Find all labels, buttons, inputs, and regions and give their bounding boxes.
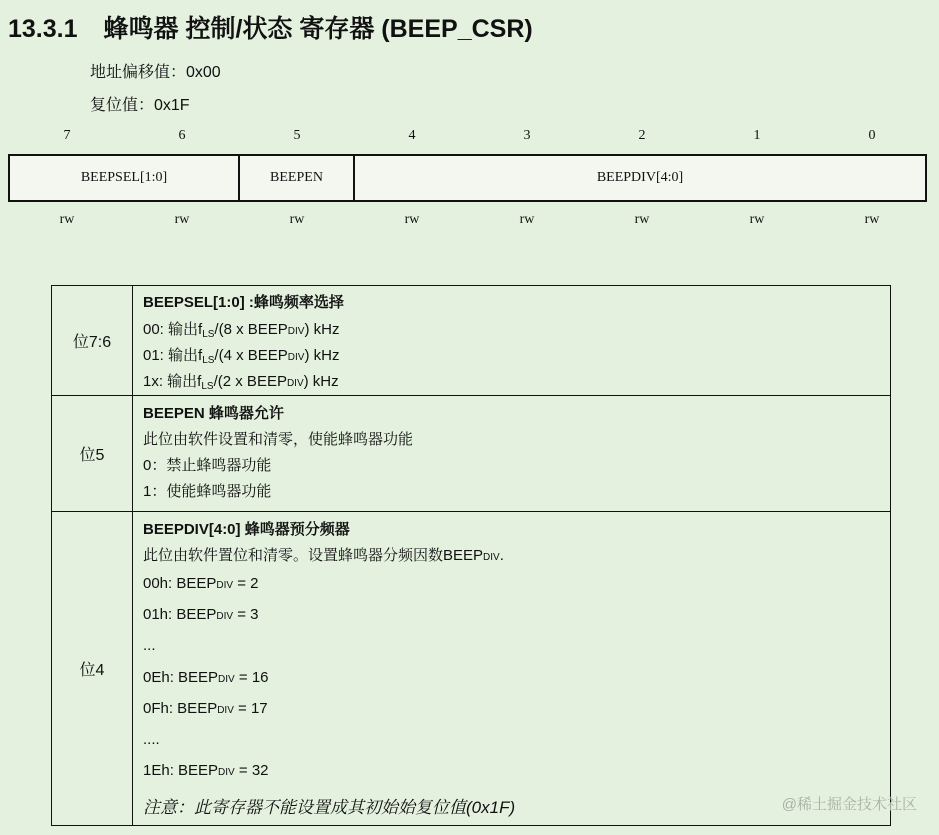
- text: 01: 输出f: [143, 347, 203, 364]
- beepdiv-value: [143, 700, 268, 717]
- subscript: LS: [201, 381, 214, 392]
- subscript: DIV: [218, 674, 235, 685]
- beepdiv-ellipsis: ....: [143, 731, 160, 748]
- subscript: DIV: [483, 552, 500, 563]
- subscript: DIV: [218, 767, 235, 778]
- reset-value: 复位值：0x1F: [90, 97, 190, 114]
- address-offset: 地址偏移值：0x00: [90, 64, 221, 81]
- access-rw: rw: [864, 212, 880, 227]
- bit-number-5: 5: [293, 128, 301, 143]
- table-row-beepen: [52, 396, 890, 512]
- text: ) kHz: [303, 373, 339, 390]
- bit-number-0: 0: [868, 128, 876, 143]
- beepsel-title: BEEPSEL[1:0] :蜂鸣频率选择: [143, 294, 344, 311]
- subscript: DIV: [287, 352, 305, 363]
- access-rw: rw: [404, 212, 420, 227]
- access-rw: rw: [174, 212, 190, 227]
- bit-number-2: 2: [638, 128, 646, 143]
- table-row-beepdiv: [52, 512, 890, 825]
- text: 0Eh: BEEP: [143, 669, 219, 686]
- beepsel-option-00: [143, 318, 339, 340]
- subscript: DIV: [216, 611, 234, 622]
- text: = 3: [233, 606, 259, 623]
- beepen-line: 1：使能蜂鸣器功能: [143, 483, 272, 500]
- beepdiv-value: [143, 762, 269, 779]
- access-rw: rw: [289, 212, 305, 227]
- beepsel-option-01: [143, 344, 339, 366]
- text: /(4 x BEEP: [214, 347, 288, 364]
- access-rw: rw: [749, 212, 765, 227]
- text: 00: 输出f: [143, 321, 203, 338]
- beepdiv-note: 注意：此寄存器不能设置成其初始始复位值(0x1F): [143, 798, 516, 817]
- text: 此位由软件置位和清零。设置蜂鸣器分频因数BEEP: [143, 547, 484, 564]
- subscript: LS: [202, 355, 215, 366]
- subscript: DIV: [286, 378, 304, 389]
- bit-number-3: 3: [523, 128, 531, 143]
- section-title: [8, 9, 533, 45]
- text: 0Fh: BEEP: [143, 700, 218, 717]
- text: = 17: [233, 700, 268, 717]
- bit-number-1: 1: [753, 128, 761, 143]
- section-title-text: 蜂鸣器 控制/状态 寄存器 (BEEP_CSR): [103, 15, 533, 43]
- beepdiv-value: [143, 606, 259, 623]
- text: 00h: BEEP: [143, 575, 217, 592]
- beepen-line: 此位由软件设置和清零，使能蜂鸣器功能: [143, 431, 414, 448]
- field-beepsel: BEEPSEL[1:0]: [80, 170, 168, 185]
- text: ) kHz: [304, 347, 340, 364]
- subscript: DIV: [216, 580, 234, 591]
- table-row-beepsel: [52, 286, 890, 396]
- access-rw: rw: [519, 212, 535, 227]
- field-beepen: BEEPEN: [270, 170, 323, 185]
- subscript: DIV: [287, 326, 305, 337]
- register-diagram: [8, 154, 927, 202]
- text: 1Eh: BEEP: [143, 762, 219, 779]
- text: /(8 x BEEP: [214, 321, 288, 338]
- bit-number-4: 4: [408, 128, 416, 143]
- beepdiv-value: [143, 575, 259, 592]
- access-rw: rw: [634, 212, 650, 227]
- description-table: [51, 285, 891, 826]
- access-rw: rw: [59, 212, 75, 227]
- bit-label-7-6: 位7:6: [52, 286, 133, 395]
- text: /(2 x BEEP: [213, 373, 287, 390]
- text: = 32: [234, 762, 269, 779]
- text: 01h: BEEP: [143, 606, 217, 623]
- beepen-title: BEEPEN 蜂鸣器允许: [143, 405, 284, 422]
- beepdiv-ellipsis: ...: [143, 637, 156, 654]
- text: .: [499, 547, 504, 564]
- text: ) kHz: [304, 321, 340, 338]
- subscript: DIV: [217, 705, 234, 716]
- field-beepdiv: BEEPDIV[4:0]: [596, 170, 684, 185]
- bit-label-5: 位5: [52, 396, 133, 511]
- beepdiv-title: BEEPDIV[4:0] 蜂鸣器预分频器: [143, 521, 350, 538]
- subscript: LS: [202, 329, 215, 340]
- bit-label-4: 位4: [52, 512, 133, 825]
- text: = 2: [233, 575, 259, 592]
- text: = 16: [234, 669, 269, 686]
- beepsel-option-1x: [143, 370, 339, 392]
- bit-number-6: 6: [178, 128, 186, 143]
- beepdiv-value: [143, 669, 269, 686]
- watermark: @稀土掘金技术社区: [781, 796, 917, 813]
- beepen-line: 0：禁止蜂鸣器功能: [143, 457, 272, 474]
- beepdiv-intro: [143, 544, 504, 565]
- bit-number-7: 7: [63, 128, 71, 143]
- text: 1x: 输出f: [143, 373, 202, 390]
- section-number: 13.3.1: [8, 15, 78, 43]
